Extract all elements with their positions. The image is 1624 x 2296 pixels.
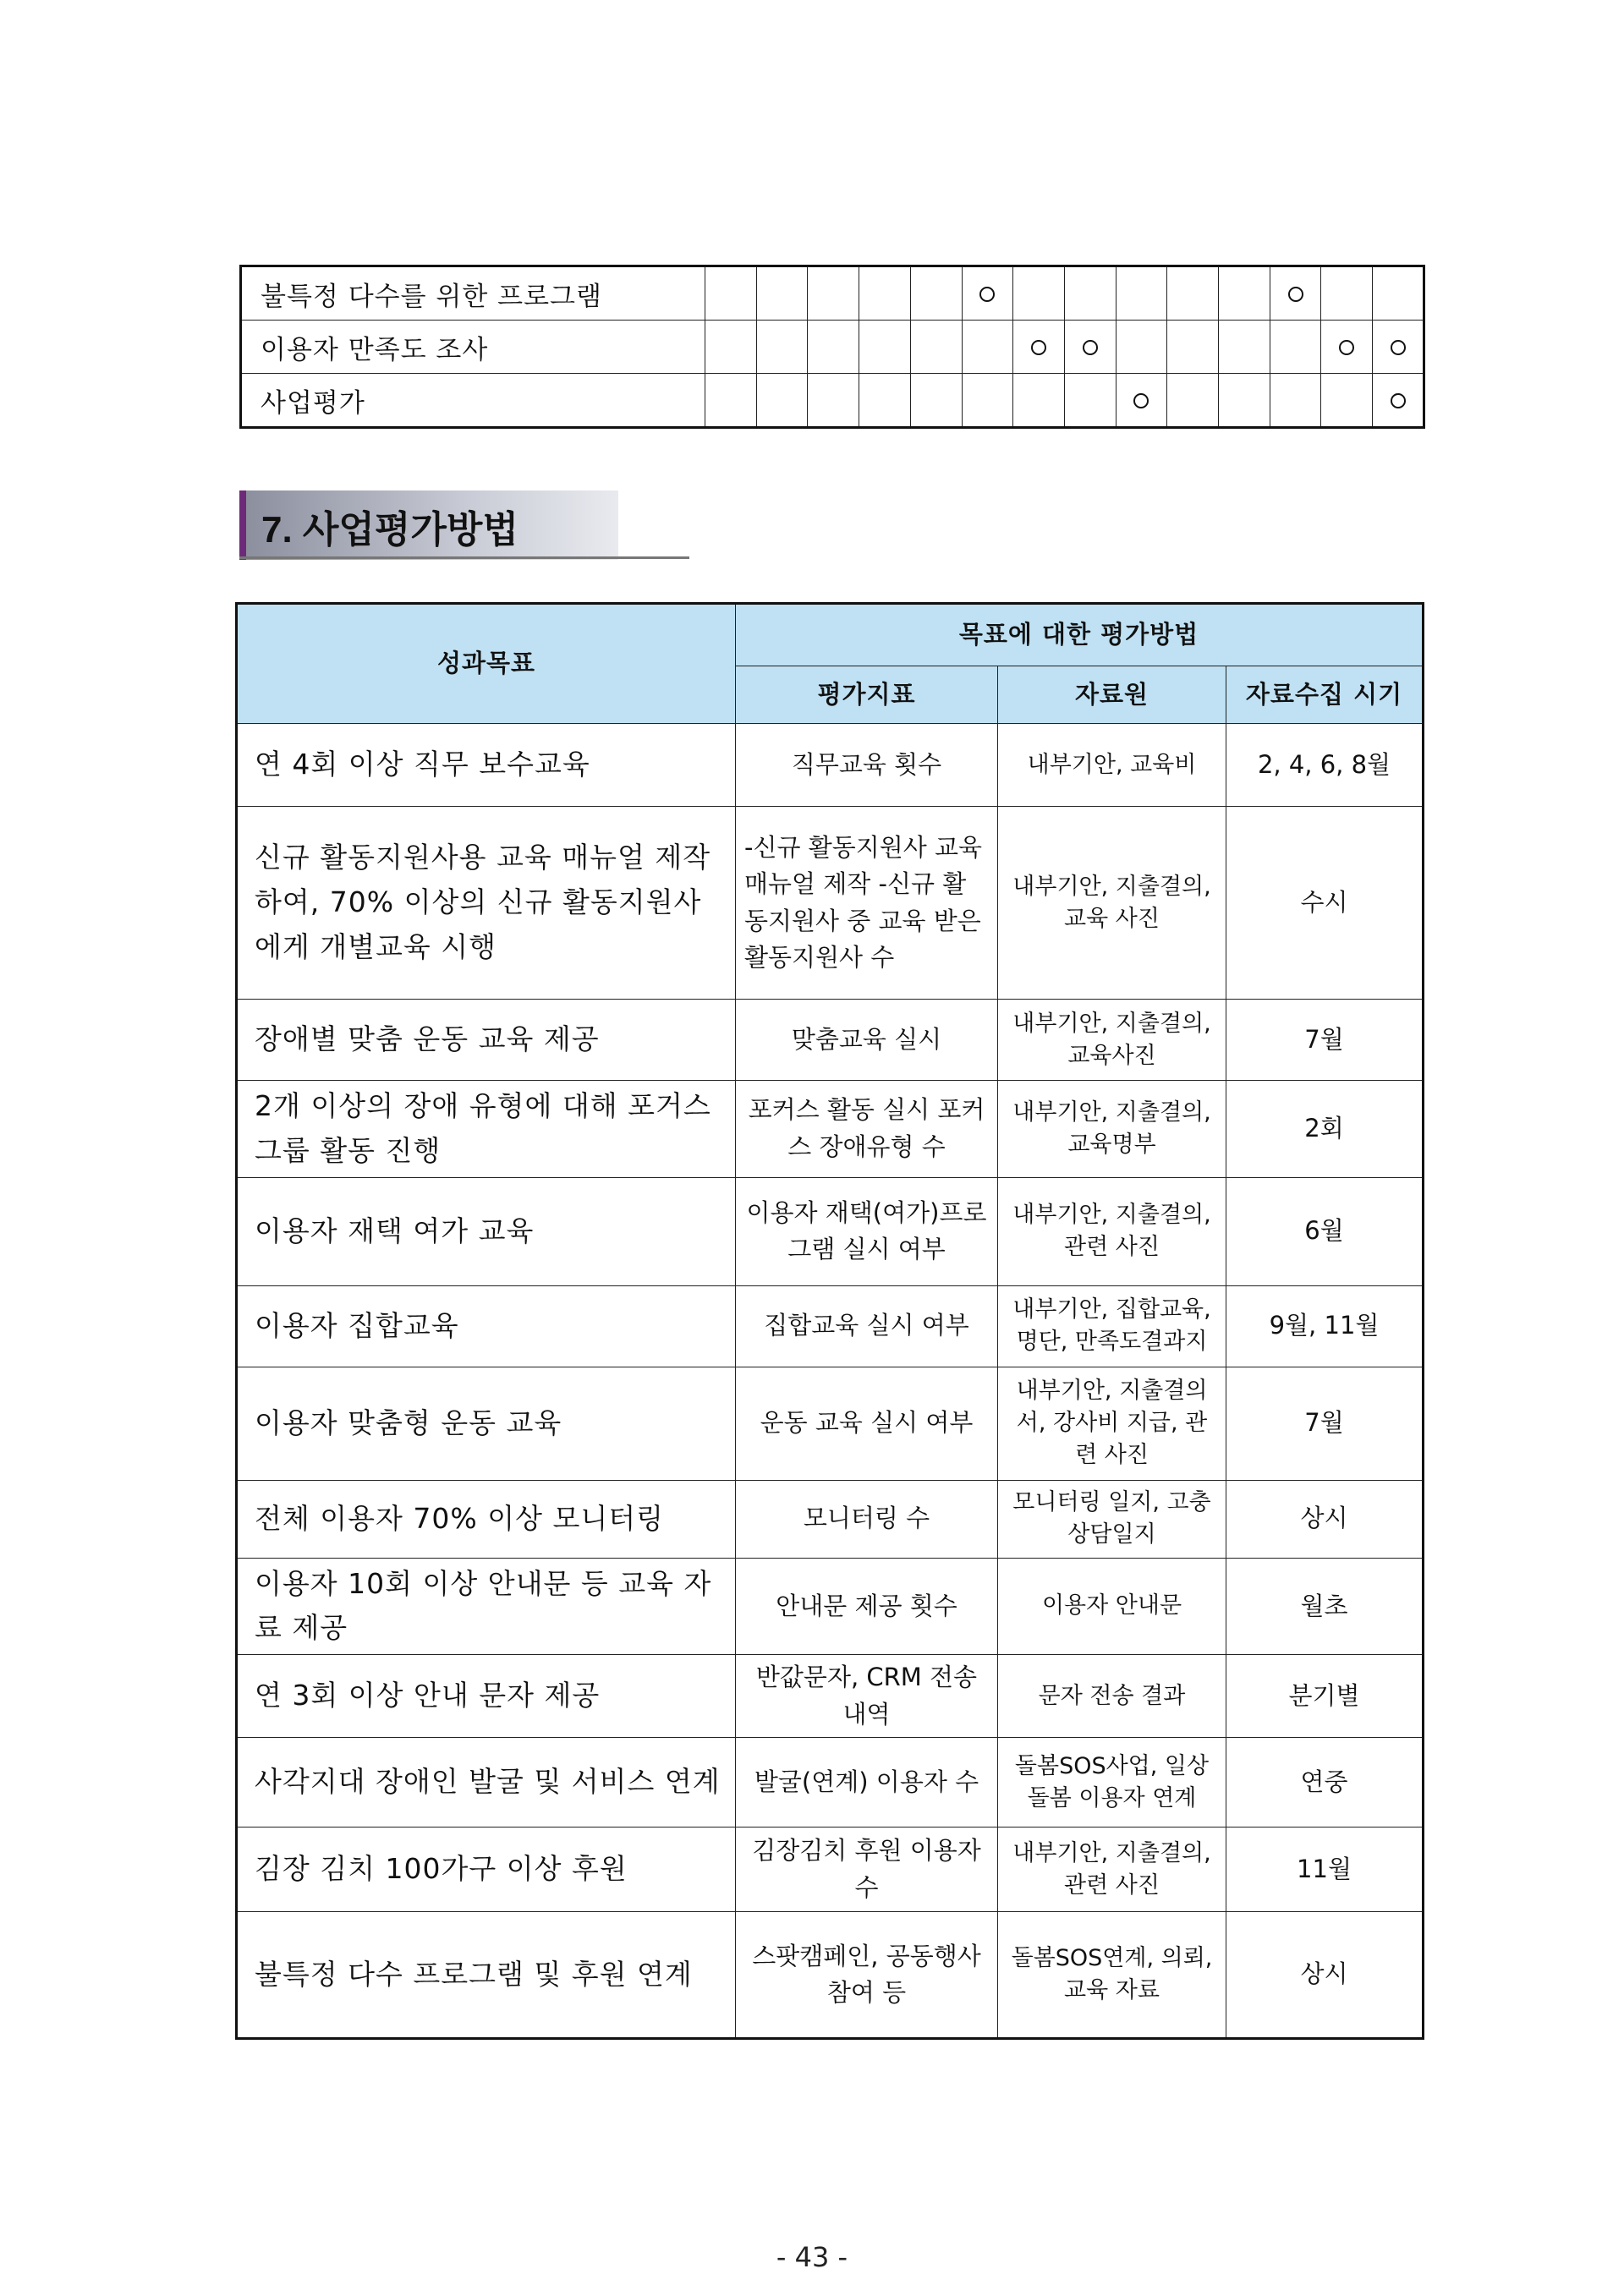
evaluation-row xyxy=(237,1367,1424,1480)
schedule-table xyxy=(239,265,1425,429)
schedule-cell xyxy=(1013,321,1065,374)
goal-cell: 2개 이상의 장애 유형에 대해 포거스 그룹 활동 진행 xyxy=(237,1081,736,1178)
section-heading-underline xyxy=(239,556,689,559)
circle-mark-icon xyxy=(1133,393,1149,408)
goal-cell: 김장 김치 100가구 이상 후원 xyxy=(237,1827,736,1912)
schedule-cell xyxy=(859,321,911,374)
evaluation-row xyxy=(237,1912,1424,2039)
schedule-cell xyxy=(1219,321,1270,374)
timing-cell: 상시 xyxy=(1226,1912,1424,2039)
indicator-cell: 운동 교육 실시 여부 xyxy=(736,1367,998,1480)
goal-cell: 이용자 재택 여가 교육 xyxy=(237,1177,736,1285)
schedule-row-label: 이용자 만족도 조사 xyxy=(241,321,705,374)
schedule-cell xyxy=(859,374,911,428)
source-cell: 내부기안, 지출결의, 교육 사진 xyxy=(998,807,1226,1000)
schedule-cell xyxy=(1373,374,1424,428)
indicator-cell: 직무교육 횟수 xyxy=(736,724,998,807)
schedule-cell xyxy=(1373,321,1424,374)
circle-mark-icon xyxy=(1288,287,1303,302)
evaluation-row xyxy=(237,1655,1424,1738)
schedule-cell xyxy=(1116,266,1167,321)
indicator-cell: 김장김치 후원 이용자 수 xyxy=(736,1827,998,1912)
schedule-cell xyxy=(808,321,859,374)
source-cell: 내부기안, 집합교육, 명단, 만족도결과지 xyxy=(998,1285,1226,1367)
schedule-cell xyxy=(808,266,859,321)
schedule-cell xyxy=(756,374,808,428)
indicator-cell: 포커스 활동 실시 포커스 장애유형 수 xyxy=(736,1081,998,1178)
header-indicator: 평가지표 xyxy=(736,666,998,724)
schedule-cell xyxy=(1167,321,1219,374)
schedule-cell xyxy=(705,374,757,428)
indicator-cell: 집합교육 실시 여부 xyxy=(736,1285,998,1367)
schedule-cell xyxy=(910,374,962,428)
indicator-cell: 모니터링 수 xyxy=(736,1480,998,1558)
source-cell: 내부기안, 교육비 xyxy=(998,724,1226,807)
schedule-cell xyxy=(1219,374,1270,428)
schedule-row-label: 불특정 다수를 위한 프로그램 xyxy=(241,266,705,321)
goal-cell: 연 4회 이상 직무 보수교육 xyxy=(237,724,736,807)
schedule-cell xyxy=(1167,266,1219,321)
schedule-cell xyxy=(705,321,757,374)
schedule-cell xyxy=(1270,266,1321,321)
evaluation-table xyxy=(235,602,1424,2040)
timing-cell: 상시 xyxy=(1226,1480,1424,1558)
schedule-cell xyxy=(910,266,962,321)
page-number: - 43 - xyxy=(776,2241,848,2273)
schedule-row xyxy=(241,321,1424,374)
source-cell: 문자 전송 결과 xyxy=(998,1655,1226,1738)
schedule-cell xyxy=(1321,266,1373,321)
goal-cell: 전체 이용자 70% 이상 모니터링 xyxy=(237,1480,736,1558)
source-cell: 돌봄SOS사업, 일상돌봄 이용자 연계 xyxy=(998,1738,1226,1827)
circle-mark-icon xyxy=(1391,393,1406,408)
header-goal: 성과목표 xyxy=(237,604,736,724)
schedule-cell xyxy=(1013,374,1065,428)
schedule-cell xyxy=(1116,321,1167,374)
goal-cell: 신규 활동지원사용 교육 매뉴얼 제작하여, 70% 이상의 신규 활동지원사에게 개별교육 시행 xyxy=(237,807,736,1000)
source-cell: 모니터링 일지, 고충 상담일지 xyxy=(998,1480,1226,1558)
source-cell: 내부기안, 지출결의, 교육사진 xyxy=(998,1000,1226,1081)
schedule-cell xyxy=(1064,374,1116,428)
circle-mark-icon xyxy=(1391,340,1406,355)
schedule-cell xyxy=(1116,374,1167,428)
timing-cell: 7월 xyxy=(1226,1367,1424,1480)
evaluation-row xyxy=(237,1480,1424,1558)
schedule-cell xyxy=(962,321,1013,374)
section-title: 7. 사업평가방법 xyxy=(261,509,518,551)
timing-cell: 9월, 11월 xyxy=(1226,1285,1424,1367)
goal-cell: 이용자 맞춤형 운동 교육 xyxy=(237,1367,736,1480)
schedule-cell xyxy=(808,374,859,428)
schedule-cell xyxy=(962,266,1013,321)
source-cell: 내부기안, 지출결의, 교육명부 xyxy=(998,1081,1226,1178)
indicator-cell: 맞춤교육 실시 xyxy=(736,1000,998,1081)
timing-cell: 11월 xyxy=(1226,1827,1424,1912)
header-source: 자료원 xyxy=(998,666,1226,724)
evaluation-row xyxy=(237,1177,1424,1285)
circle-mark-icon xyxy=(1031,340,1046,355)
goal-cell: 불특정 다수 프로그램 및 후원 연계 xyxy=(237,1912,736,2039)
schedule-cell xyxy=(1064,266,1116,321)
evaluation-row xyxy=(237,1000,1424,1081)
schedule-cell xyxy=(859,266,911,321)
circle-mark-icon xyxy=(1339,340,1354,355)
source-cell: 내부기안, 지출결의, 관련 사진 xyxy=(998,1827,1226,1912)
schedule-row xyxy=(241,266,1424,321)
indicator-cell: 발굴(연계) 이용자 수 xyxy=(736,1738,998,1827)
timing-cell: 연중 xyxy=(1226,1738,1424,1827)
circle-mark-icon xyxy=(979,287,995,302)
timing-cell: 월초 xyxy=(1226,1558,1424,1655)
section-heading xyxy=(239,490,689,560)
schedule-cell xyxy=(1167,374,1219,428)
evaluation-row xyxy=(237,1558,1424,1655)
schedule-cell xyxy=(705,266,757,321)
schedule-cell xyxy=(962,374,1013,428)
goal-cell: 이용자 집합교육 xyxy=(237,1285,736,1367)
indicator-cell: 이용자 재택(여가)프로그램 실시 여부 xyxy=(736,1177,998,1285)
schedule-cell xyxy=(1219,266,1270,321)
goal-cell: 이용자 10회 이상 안내문 등 교육 자료 제공 xyxy=(237,1558,736,1655)
schedule-row-label: 사업평가 xyxy=(241,374,705,428)
source-cell: 내부기안, 지출결의서, 강사비 지급, 관련 사진 xyxy=(998,1367,1226,1480)
indicator-cell: 반값문자, CRM 전송 내역 xyxy=(736,1655,998,1738)
schedule-cell xyxy=(910,321,962,374)
evaluation-row xyxy=(237,724,1424,807)
schedule-cell xyxy=(1321,374,1373,428)
timing-cell: 수시 xyxy=(1226,807,1424,1000)
header-method: 목표에 대한 평가방법 xyxy=(736,604,1424,666)
timing-cell: 2, 4, 6, 8월 xyxy=(1226,724,1424,807)
timing-cell: 7월 xyxy=(1226,1000,1424,1081)
indicator-cell: 스팟캠페인, 공동행사 참여 등 xyxy=(736,1912,998,2039)
schedule-cell xyxy=(1270,321,1321,374)
schedule-cell xyxy=(1064,321,1116,374)
schedule-cell xyxy=(756,321,808,374)
source-cell: 이용자 안내문 xyxy=(998,1558,1226,1655)
evaluation-row xyxy=(237,1285,1424,1367)
goal-cell: 사각지대 장애인 발굴 및 서비스 연계 xyxy=(237,1738,736,1827)
schedule-cell xyxy=(1270,374,1321,428)
schedule-cell xyxy=(756,266,808,321)
schedule-cell xyxy=(1013,266,1065,321)
evaluation-row xyxy=(237,1738,1424,1827)
source-cell: 돌봄SOS연계, 의뢰, 교육 자료 xyxy=(998,1912,1226,2039)
timing-cell: 6월 xyxy=(1226,1177,1424,1285)
goal-cell: 장애별 맞춤 운동 교육 제공 xyxy=(237,1000,736,1081)
evaluation-row xyxy=(237,1827,1424,1912)
header-timing: 자료수집 시기 xyxy=(1226,666,1424,724)
evaluation-row xyxy=(237,807,1424,1000)
schedule-cell xyxy=(1373,266,1424,321)
circle-mark-icon xyxy=(1083,340,1098,355)
schedule-cell xyxy=(1321,321,1373,374)
indicator-cell: 안내문 제공 횟수 xyxy=(736,1558,998,1655)
source-cell: 내부기안, 지출결의, 관련 사진 xyxy=(998,1177,1226,1285)
indicator-cell: -신규 활동지원사 교육 매뉴얼 제작 -신규 활동지원사 중 교육 받은 활동지원사 수 xyxy=(736,807,998,1000)
evaluation-row xyxy=(237,1081,1424,1178)
goal-cell: 연 3회 이상 안내 문자 제공 xyxy=(237,1655,736,1738)
schedule-row xyxy=(241,374,1424,428)
timing-cell: 2회 xyxy=(1226,1081,1424,1178)
timing-cell: 분기별 xyxy=(1226,1655,1424,1738)
